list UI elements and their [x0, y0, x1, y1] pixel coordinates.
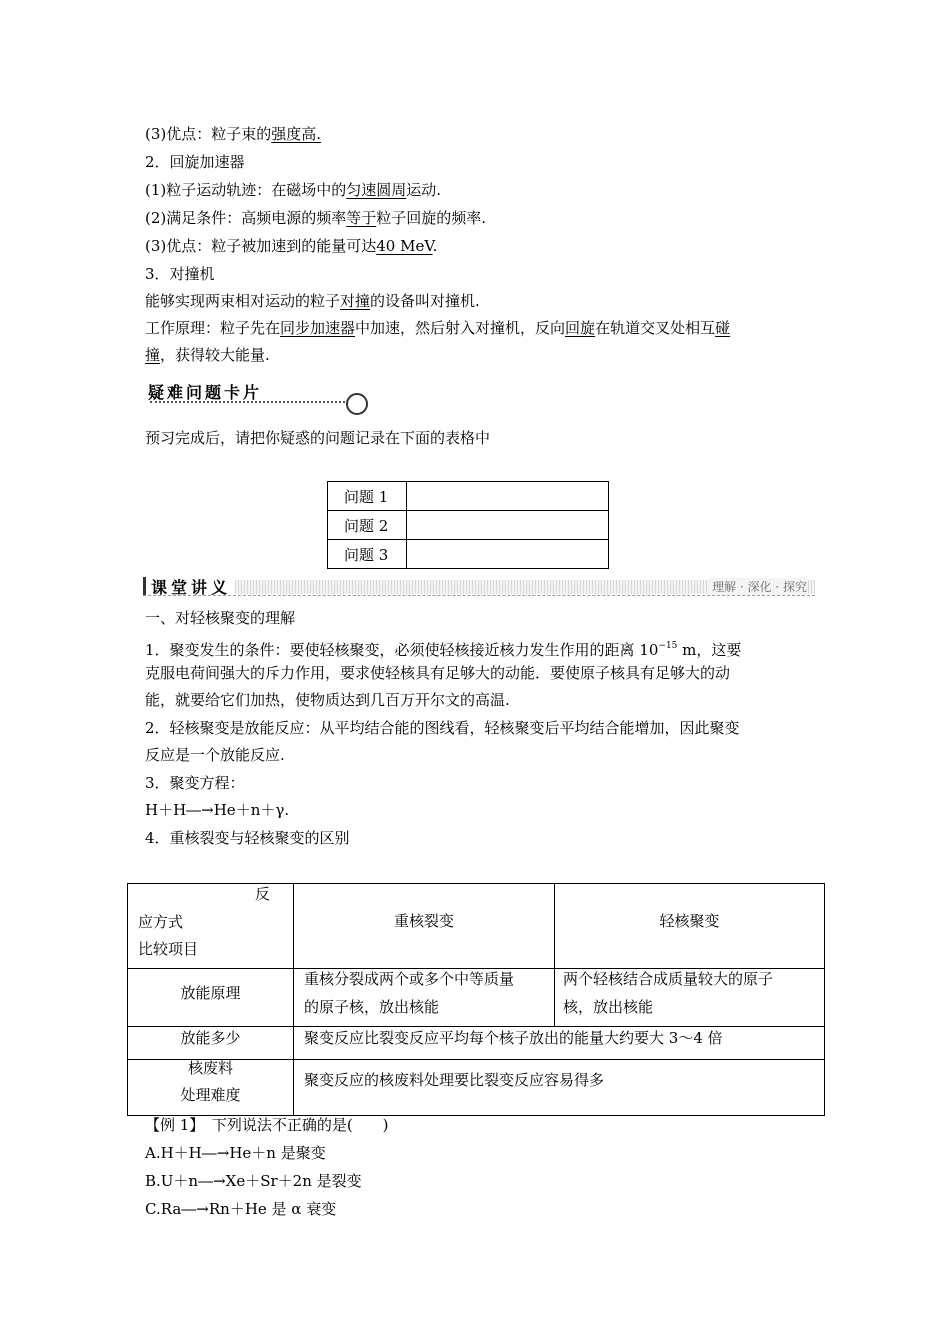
- question-label: 问题 3: [328, 540, 407, 569]
- text: 工作原理：粒子先在: [145, 319, 281, 337]
- advantage-line: [145, 124, 321, 144]
- question-card-banner: [148, 380, 378, 412]
- paragraph-3: 3．聚变方程：: [145, 774, 245, 792]
- cyclotron-item-1: [145, 180, 441, 200]
- row-label-principle: 放能原理: [180, 984, 241, 1002]
- row-label-waste-line-1: 核废料: [187, 1059, 233, 1077]
- lecture-banner: [143, 577, 815, 596]
- lecture-banner-tags: 理解 · 深化 · 探究: [708, 578, 807, 595]
- table-row: [328, 511, 609, 540]
- paragraph-2-line-2: 反应是一个放能反应.: [145, 746, 285, 764]
- text: 的设备叫对撞机.: [370, 292, 480, 310]
- question-answer-cell[interactable]: [407, 482, 609, 511]
- waste-comparison: 聚变反应的核废料处理要比裂变反应容易得多: [304, 1071, 605, 1089]
- underlined-answer: 回旋: [565, 319, 596, 337]
- option-c[interactable]: C.Ra―→Rn＋He 是 α 衰变: [145, 1200, 337, 1218]
- question-label: 问题 2: [328, 511, 407, 540]
- column-header-fusion: 轻核聚变: [659, 912, 720, 930]
- text: 运动.: [406, 181, 442, 199]
- underlined-answer: 匀速圆周: [346, 181, 407, 199]
- grid-line: [554, 884, 555, 1026]
- text: 在轨道交叉处相互: [595, 319, 716, 337]
- text: 1．聚变发生的条件：要使轻核聚变，必须使轻核接近核力发生作用的距离 10: [145, 641, 659, 659]
- exponent: −15: [658, 641, 678, 651]
- text: m，这要: [677, 641, 742, 659]
- question-answer-cell[interactable]: [407, 540, 609, 569]
- question-card-title: 疑难问题卡片: [148, 383, 263, 402]
- cyclotron-item-2: [145, 208, 486, 228]
- header-diag-bottom: 比较项目: [138, 940, 199, 958]
- paragraph-1-line-1: [145, 636, 741, 660]
- underlined-answer: 等于: [346, 209, 377, 227]
- row-label-waste-line-2: 处理难度: [180, 1086, 241, 1104]
- fusion-principle-line-1: 两个轻核结合成质量较大的原子: [563, 970, 774, 988]
- fission-principle-line-1: 重核分裂成两个或多个中等质量: [304, 970, 515, 988]
- option-a[interactable]: A.H＋H―→He＋n 是聚变: [145, 1144, 326, 1162]
- fusion-equation: H＋H―→He＋n＋γ.: [145, 801, 290, 819]
- text: .: [432, 237, 438, 255]
- collider-definition: [145, 291, 480, 311]
- paragraph-1-line-2: 克服电荷间强大的斥力作用，要求使轻核具有足够大的动能．要使原子核具有足够大的动: [145, 664, 731, 682]
- cyclotron-item-3: [145, 236, 437, 256]
- option-b[interactable]: B.U＋n―→Xe＋Sr＋2n 是裂变: [145, 1172, 362, 1190]
- lecture-banner-title: 课堂讲义: [151, 578, 232, 597]
- underlined-answer: 对撞: [340, 292, 371, 310]
- grid-line: [293, 884, 294, 1026]
- underlined-answer: 40 MeV: [376, 237, 433, 255]
- fission-principle-line-2: 的原子核，放出核能: [304, 998, 440, 1016]
- dotted-divider: [150, 401, 345, 403]
- question-label: 问题 1: [328, 482, 407, 511]
- heading-cyclotron: 2．回旋加速器: [145, 153, 245, 171]
- text: 中加速，然后射入对撞机，反向: [355, 319, 566, 337]
- text: (1)粒子运动轨迹：在磁场中的: [145, 181, 347, 199]
- header-diag-mid: 应方式: [138, 913, 184, 931]
- table-row: [328, 540, 609, 569]
- row-label-energy: 放能多少: [180, 1029, 241, 1047]
- text: ，获得较大能量.: [160, 346, 270, 364]
- energy-comparison: 聚变反应比裂变反应平均每个核子放出的能量大约要大 3～4 倍: [304, 1029, 723, 1047]
- underlined-answer: 强度高.: [271, 125, 322, 143]
- paragraph-4: 4．重核裂变与轻核聚变的区别: [145, 829, 350, 847]
- fusion-principle-line-2: 核，放出核能: [563, 998, 654, 1016]
- underlined-answer: 碰: [715, 319, 731, 337]
- heading-collider: 3．对撞机: [145, 265, 215, 283]
- text: (2)满足条件：高频电源的频率: [145, 209, 347, 227]
- column-header-fission: 重核裂变: [393, 912, 454, 930]
- circle-icon: [346, 393, 368, 415]
- header-diag-top: 反: [255, 885, 271, 903]
- banner-bar: [143, 577, 146, 595]
- underlined-answer: 同步加速器: [280, 319, 356, 337]
- section-heading: 一、对轻核聚变的理解: [145, 609, 296, 627]
- question-table: [327, 481, 609, 569]
- collider-principle-line2: [145, 345, 270, 365]
- collider-principle-line1: [145, 318, 730, 338]
- example-question: [145, 1115, 389, 1135]
- text: 下列说法不正确的是( ): [196, 1116, 389, 1134]
- text: (3)优点：粒子束的: [145, 125, 272, 143]
- question-answer-cell[interactable]: [407, 511, 609, 540]
- comparison-table: [127, 883, 825, 1116]
- text: 能够实现两束相对运动的粒子: [145, 292, 341, 310]
- text: 粒子回旋的频率.: [376, 209, 487, 227]
- underlined-answer: 撞: [145, 346, 161, 364]
- table-row: [328, 482, 609, 511]
- paragraph-1-line-3: 能，就要给它们加热，使物质达到几百万开尔文的高温.: [145, 691, 510, 709]
- grid-line: [293, 1026, 294, 1115]
- question-card-instruction: 预习完成后，请把你疑惑的问题记录在下面的表格中: [145, 429, 491, 447]
- example-label: 【例 1】: [145, 1116, 197, 1134]
- text: (3)优点：粒子被加速到的能量可达: [145, 237, 377, 255]
- paragraph-2-line-1: 2．轻核聚变是放能反应：从平均结合能的图线看，轻核聚变后平均结合能增加，因此聚变: [145, 719, 740, 737]
